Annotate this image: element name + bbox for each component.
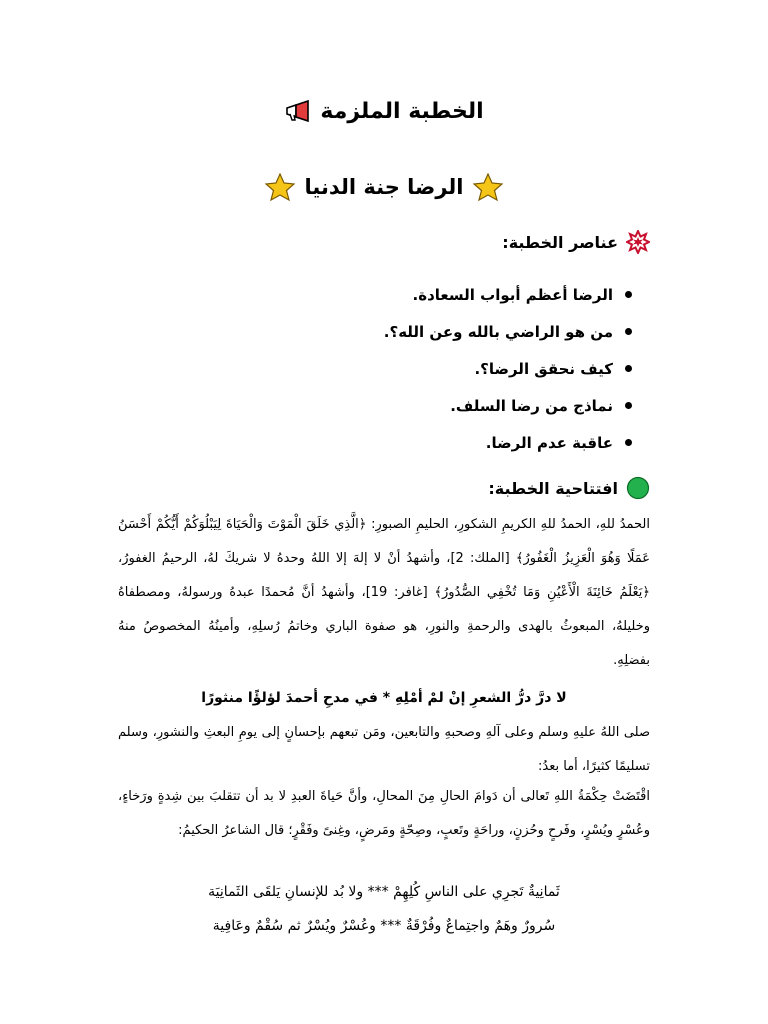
green-circle-icon bbox=[626, 476, 650, 500]
salutation-paragraph: صلى اللهُ عليهِ وسلم وعلى آلهِ وصحبهِ والتابعين، ومَن تبعهم بإحسانٍ إلى يومِ البعثِ والنشورِ، وسلم تسليمًا كثيرًا، أما بعدُ: bbox=[118, 725, 650, 774]
list-item: عاقبة عدم الرضا. bbox=[212, 424, 632, 461]
title-text: الخطبة الملزمة bbox=[320, 98, 484, 124]
opening-paragraph: الحمدُ للهِ، الحمدُ للهِ الكريمِ الشكورِ، الحليمِ الصبورِ: ﴿الَّذِي خَلَقَ الْمَوْتَ وَالْحَيَاةَ لِيَبْلُوَكُمْ أَيُّكُمْ أَحْسَنُ عَمَلًا وَهُوَ الْعَزِيزُ الْغَفُورُ﴾ [الملك: 2]، وأشهدُ أنْ لا إلهَ إلا اللهُ وحدهُ لا شريكَ لهُ، الرحيمُ الغفورُ، ﴿يَعْلَمُ خَائِنَةَ الْأَعْيُنِ وَمَا تُخْفِي الصُّدُورُ﴾ [غافر: 19]، وأشهدُ أنَّ مُحمدًا عبدهُ ورسولهُ، ومصطفاهُ وخليلهُ، المبعوثُ بالهدى والرحمةِ والنورِ، هو صفوة الباري وخاتمُ رُسلِهِ، وأمينُهُ المخصوصُ منهُ بفضلِهِ. bbox=[118, 517, 650, 668]
bullet-icon bbox=[625, 439, 632, 446]
wisdom-paragraph: اقْتَضَتْ حِكْمَةُ اللهِ تَعالى أن دَوامَ الحالِ مِنَ المحالِ، وأنَّ حَياةَ العبدِ لا بد أن تتقلبَ بين شِدةٍ ورَخاءٍ، وعُسْرٍ ويُسْرٍ، وفَرحٍ وحُزنٍ، وراحَةٍ وتَعبٍ، وصِحّةٍ ومَرضٍ، وغِنىً وفَقْرٍ؛ قال الشاعرُ الحكيمُ: bbox=[118, 789, 650, 838]
list-item: نماذج من رضا السلف. bbox=[212, 387, 632, 424]
elements-heading-text: عناصر الخطبة: bbox=[502, 232, 618, 252]
star-icon bbox=[473, 173, 503, 201]
elements-heading bbox=[502, 228, 650, 256]
bullet-icon bbox=[625, 328, 632, 335]
opening-heading-text: افتتاحية الخطبة: bbox=[488, 478, 618, 498]
star-icon bbox=[265, 173, 295, 201]
subtitle-text: الرضا جنة الدنيا bbox=[304, 175, 464, 199]
sermon-subtitle bbox=[0, 170, 768, 204]
explosion-icon bbox=[626, 230, 650, 254]
verse-line: لا درَّ درُّ الشعرِ إنْ لمْ أمْلِهِ * في مدحِ أحمدَ لؤلؤًا منثورًا bbox=[201, 690, 567, 706]
verse-line: ثَمانِيةٌ تَجرِي على الناسِ كُلِهِمْ *** ولا بُد للإنسانِ يَلقَى الثَمانِيَة bbox=[208, 884, 560, 900]
bullet-icon bbox=[625, 365, 632, 372]
list-item: كيف نحقق الرضا؟. bbox=[212, 350, 632, 387]
sermon-elements-list bbox=[212, 276, 632, 461]
list-item: من هو الراضي بالله وعن الله؟. bbox=[212, 313, 632, 350]
megaphone-icon bbox=[284, 100, 312, 122]
document-title bbox=[0, 94, 768, 128]
opening-heading bbox=[488, 474, 650, 502]
list-item: الرضا أعظم أبواب السعادة. bbox=[212, 276, 632, 313]
bullet-icon bbox=[625, 402, 632, 409]
bullet-icon bbox=[625, 291, 632, 298]
verse-line: سُرورٌ وهَمٌ واجتِماعٌ وفُرْقَةٌ *** وعُسْرٌ ويُسْرٌ ثم سُقْمٌ وعَافِية bbox=[212, 918, 556, 934]
